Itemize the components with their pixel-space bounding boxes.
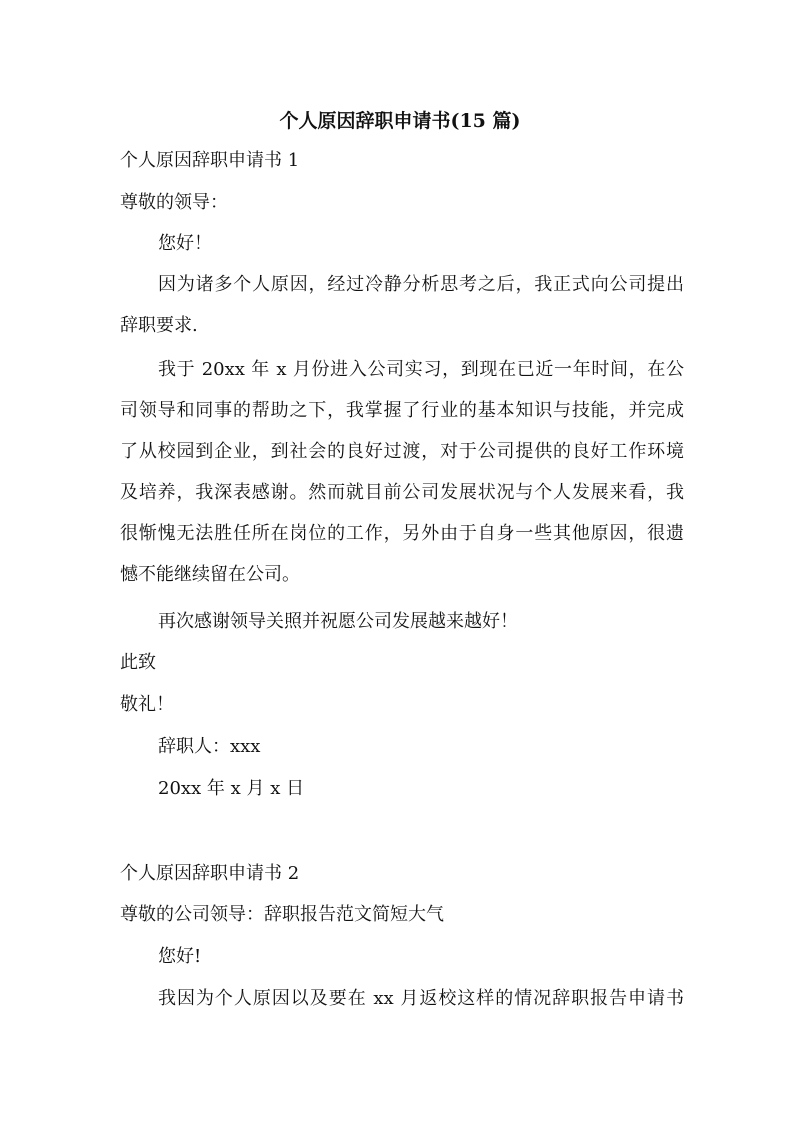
letter1-closing-1: 此致 bbox=[120, 652, 156, 673]
paragraph-line: 司领导和同事的帮助之下，我掌握了行业的基本知识与技能，并完成 bbox=[120, 400, 684, 421]
paragraph-line: 因为诸多个人原因，经过冷静分析思考之后，我正式向公司提出 bbox=[158, 274, 684, 295]
paragraph-line: 我于 20xx 年 x 月份进入公司实习，到现在已近一年时间，在公 bbox=[158, 359, 684, 380]
letter1-paragraph-1 bbox=[120, 272, 684, 354]
letter2-salutation: 尊敬的公司领导：辞职报告范文简短大气 bbox=[120, 904, 444, 925]
letter1-salutation: 尊敬的领导： bbox=[120, 192, 228, 213]
paragraph-line: 很惭愧无法胜任所在岗位的工作，另外由于自身一些其他原因，很遗 bbox=[120, 523, 684, 544]
letter2-paragraph-1 bbox=[120, 986, 684, 1027]
paragraph-line: 我因为个人原因以及要在 xx 月返校这样的情况辞职报告申请书 bbox=[158, 988, 684, 1009]
document-title: 个人原因辞职申请书(15 篇) bbox=[279, 110, 521, 132]
paragraph-line: 辞职要求. bbox=[120, 315, 198, 336]
letter1-greeting: 您好！ bbox=[158, 233, 212, 254]
letter2-heading: 个人原因辞职申请书 2 bbox=[120, 863, 300, 884]
letter2-greeting: 您好! bbox=[158, 946, 202, 967]
paragraph-line: 了从校园到企业，到社会的良好过渡，对于公司提供的良好工作环境 bbox=[120, 441, 684, 462]
paragraph-line: 及培养，我深表感谢。然而就目前公司发展状况与个人发展来看，我 bbox=[120, 482, 684, 503]
letter1-signer: 辞职人：xxx bbox=[158, 736, 261, 757]
letter1-closing-2: 敬礼！ bbox=[120, 694, 174, 715]
letter1-paragraph-3: 再次感谢领导关照并祝愿公司发展越来越好！ bbox=[158, 611, 518, 632]
letter1-date: 20xx 年 x 月 x 日 bbox=[158, 778, 305, 799]
letter1-paragraph-2 bbox=[120, 357, 684, 603]
letter1-heading: 个人原因辞职申请书 1 bbox=[120, 150, 300, 171]
paragraph-line: 憾不能继续留在公司。 bbox=[120, 564, 300, 585]
